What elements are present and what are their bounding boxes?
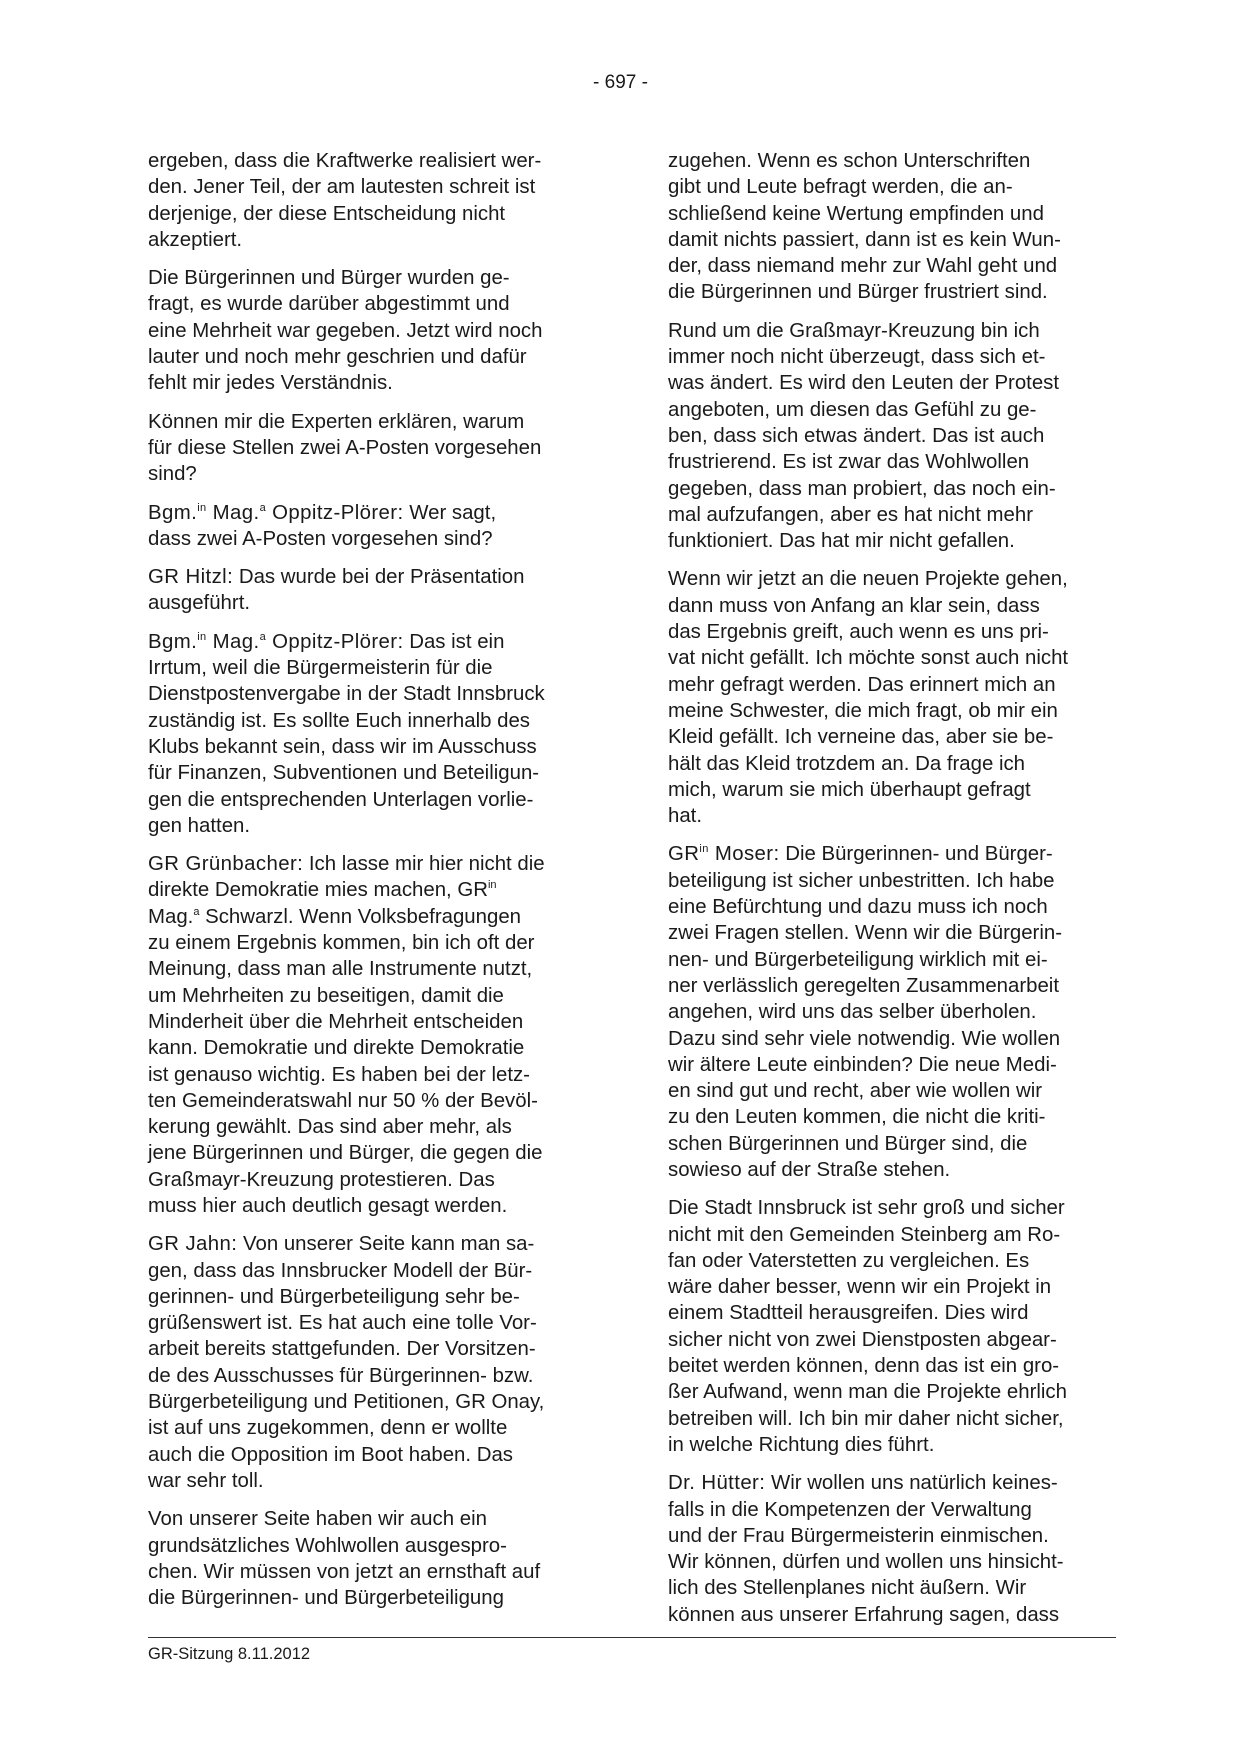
speech-text: Das wurde bei der Präsentation ausgeführt. [148, 566, 525, 615]
page-number: - 697 - [593, 72, 648, 93]
paragraph: Die Bürgerinnen und Bürger wurden ge- fragt, es wurde darüber abgestimmt und eine Mehrheit war gegeben. Jetzt wird noch lauter und noch mehr geschrien und dafür fehlt mir jedes Verständnis. [148, 267, 543, 395]
left-column [148, 148, 593, 1623]
speech-paragraph [668, 1470, 1113, 1628]
speaker-name: Bgm.$^{in}$ Mag.$^a$ Oppitz-Plörer: [148, 501, 404, 524]
speech-paragraph [148, 1231, 593, 1494]
speech-text: Das ist ein Irrtum, weil die Bürgermeisterin für die Dienstpostenvergabe in der Stadt Innsbruck zuständig ist. Es sollte Euch innerhalb des Klubs bekannt sein, dass wir im Ausschuss für Finanzen, Subventionen und Beteiligun- gen die entsprechenden Unterlagen vorlie- gen hatten. [148, 630, 545, 837]
speaker-name: GR Grünbacher: [148, 853, 304, 876]
speaker-name: Bgm.$^{in}$ Mag.$^a$ Oppitz-Plörer: [148, 630, 404, 653]
speech-paragraph [148, 500, 593, 553]
right-column [668, 148, 1113, 1640]
footer-divider [148, 1637, 1116, 1638]
paragraph: Können mir die Experten erklären, warum für diese Stellen zwei A-Posten vorgesehen sind? [148, 410, 542, 486]
speech-text: Von unserer Seite kann man sa- gen, dass das Innsbrucker Modell der Bür- gerinnen- und Bürgerbeteiligung sehr be- grüßenswert ist. Es hat auch eine tolle Vor- arbeit bereits stattgefunden. Der Vorsitzen- de des Ausschusses für Bürgerinnen- bzw. Bürgerbeteiligung und Petitionen, GR Onay, ist auf uns zugekommen, denn er wollte auch die Opposition im Boot haben. Das war sehr toll. [148, 1233, 545, 1492]
paragraph: Wenn wir jetzt an die neuen Projekte gehen, dann muss von Anfang an klar sein, dass das Ergebnis greift, auch wenn es uns pri- vat nicht gefällt. Ich möchte sonst auch nicht mehr gefragt werden. Das erinnert mich an meine Schwester, die mich fragt, ob mir ein Kleid gefällt. Ich verneine das, aber sie be- hält das Kleid trotzdem an. Da frage ich mich, warum sie mich überhaupt gefragt hat. [668, 568, 1069, 828]
paragraph: Von unserer Seite haben wir auch ein grundsätzliches Wohlwollen ausgespro- chen. Wir müssen von jetzt an ernsthaft auf die Bürgerinnen- und Bürgerbeteiligung [148, 1508, 541, 1610]
speaker-name: $GR^{in}$ Moser: [668, 843, 780, 866]
speech-text: Wer sagt, dass zwei A-Posten vorgesehen sind? [148, 501, 497, 550]
speech-text: Ich lasse mir hier nicht die direkte Demokratie mies machen, $GR^{in}$ Mag.$^a$ Schwarzl. Wenn Volksbefragungen zu einem Ergebnis kommen, bin ich oft der Meinung, dass man alle Instrumente nutzt, um Mehrheiten zu beseitigen, damit die Minderheit über die Mehrheit entscheiden kann. Demokratie und direkte Demokratie ist genauso wichtig. Es haben bei der letz- ten Gemeinderatswahl nur 50 % der Bevöl- kerung gewählt. Das sind aber mehr, als jene Bürgerinnen und Bürger, die gegen die Graßmayr-Kreuzung protestieren. Das muss hier auch deutlich gesagt werden. [148, 853, 545, 1217]
speech-text: Die Bürgerinnen- und Bürger- beteiligung ist sicher unbestritten. Ich habe eine Befürchtung und dazu muss ich noch zwei Fragen stellen. Wenn wir die Bürgerin- nen- und Bürgerbeteiligung wirklich mit ei- ner verlässlich geregelten Zusammenarbeit angehen, wird uns das selber überholen. Dazu sind sehr viele notwendig. Wie wollen wir ältere Leute einbinden? Die neue Medi- en sind gut und recht, aber wie wollen wir zu den Leuten kommen, die nicht die kriti- schen Bürgerinnen und Bürger sind, die sowieso auf der Straße stehen. [668, 843, 1063, 1181]
speech-paragraph [148, 629, 593, 839]
speech-paragraph [148, 564, 593, 617]
paragraph: Die Stadt Innsbruck ist sehr groß und sicher nicht mit den Gemeinden Steinberg am Ro- fan oder Vaterstetten zu vergleichen. Es wäre daher besser, wenn wir ein Projekt in einem Stadtteil herausgreifen. Dies wird sicher nicht von zwei Dienstposten abgear- beitet werden können, denn das ist ein gro- ßer Aufwand, wenn man die Projekte ehrlich betreiben will. Ich bin mir daher nicht sicher, in welche Richtung dies führt. [668, 1197, 1067, 1456]
speech-paragraph [148, 851, 593, 1219]
speaker-name: GR Hitzl: [148, 566, 234, 589]
footer-session-date: GR-Sitzung 8.11.2012 [148, 1645, 311, 1663]
paragraph: ergeben, dass die Kraftwerke realisiert wer- den. Jener Teil, der am lautesten schreit ist derjenige, der diese Entscheidung nicht akzeptiert. [148, 150, 542, 251]
speech-text: Wir wollen uns natürlich keines- falls in die Kompetenzen der Verwaltung und der Frau Bürgermeisterin einmischen. Wir können, dürfen und wollen uns hinsicht- lich des Stellenplanes nicht äußern. Wir können aus unserer Erfahrung sagen, dass [668, 1472, 1064, 1626]
paragraph: zugehen. Wenn es schon Unterschriften gibt und Leute befragt werden, die an- schließend keine Wertung empfinden und damit nichts passiert, dann ist es kein Wun- der, dass niemand mehr zur Wahl geht und die Bürgerinnen und Bürger frustriert sind. [668, 150, 1061, 304]
speech-paragraph [668, 841, 1113, 1183]
speaker-name: Dr. Hütter: [668, 1472, 766, 1495]
speaker-name: GR Jahn: [148, 1233, 238, 1256]
paragraph: Rund um die Graßmayr-Kreuzung bin ich immer noch nicht überzeugt, dass sich et- was ändert. Es wird den Leuten der Protest angeboten, um diesen das Gefühl zu ge- ben, dass sich etwas ändert. Das ist auch frustrierend. Es ist zwar das Wohlwollen gegeben, dass man probiert, das noch ein- mal aufzufangen, aber es hat nicht mehr funktioniert. Das hat mir nicht gefallen. [668, 319, 1060, 553]
